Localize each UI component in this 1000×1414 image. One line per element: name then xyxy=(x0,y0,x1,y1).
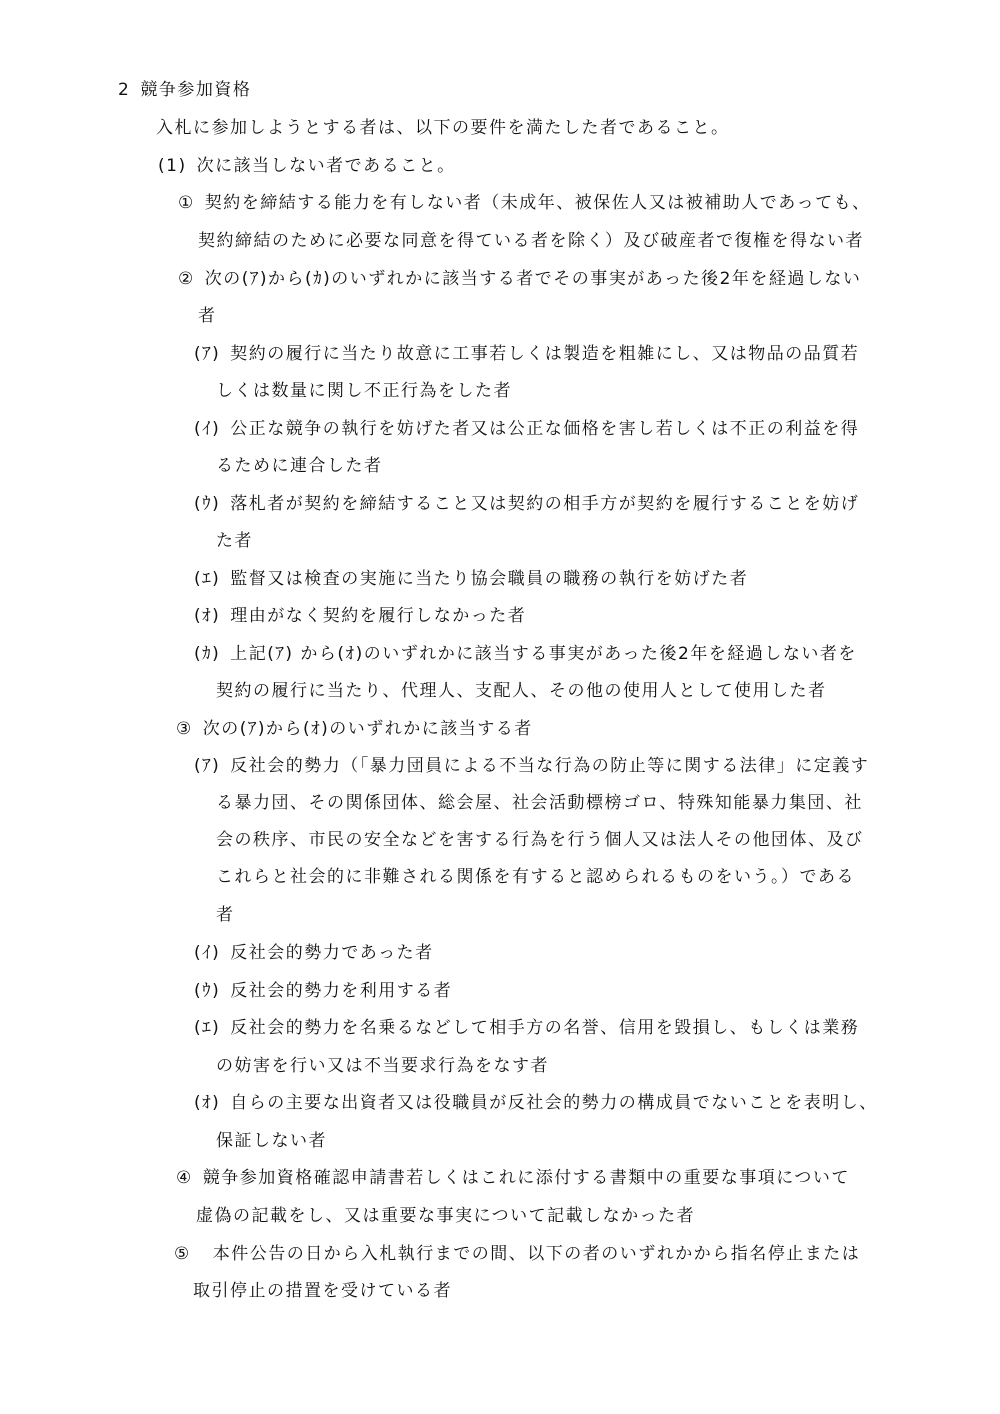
sub-marker: (ｵ) xyxy=(194,1093,221,1113)
clause-5-marker: ⑤ xyxy=(174,1244,191,1264)
section-title: 競争参加資格 xyxy=(140,80,252,100)
sub-marker: (ｴ) xyxy=(194,569,221,589)
sub-text: 反社会的勢力（「暴力団員による不当な行為の防止等に関する法律」に定義す xyxy=(230,756,870,776)
clause-5-line1: 本件公告の日から入札執行までの間、以下の者のいずれかから指名停止または xyxy=(212,1244,861,1264)
clause-3-marker: ③ xyxy=(176,719,193,739)
sub-text: 反社会的勢力であった者 xyxy=(230,943,434,963)
clause-4-line1: 競争参加資格確認申請書若しくはこれに添付する書類中の重要な事項について xyxy=(202,1168,850,1188)
sub-text: 契約の履行に当たり故意に工事若しくは製造を粗雑にし、又は物品の品質若 xyxy=(230,344,860,364)
sub-text: 公正な競争の執行を妨げた者又は公正な価格を害し若しくは不正の利益を得 xyxy=(230,419,860,439)
section-number: 2 xyxy=(118,80,131,100)
sub-text: 上記(ｱ) から(ｵ)のいずれかに該当する事実があった後2年を経過しない者を xyxy=(230,644,857,664)
clause-3-sub-e xyxy=(194,1017,859,1039)
sub-marker: (ｱ) xyxy=(194,344,221,364)
clause-1 xyxy=(178,192,871,214)
clause-2-sub-a xyxy=(194,343,859,365)
sub-text: 反社会的勢力を利用する者 xyxy=(230,981,453,1001)
clause-3-sub-a-line5: 者 xyxy=(216,905,235,925)
clause-3 xyxy=(176,718,533,740)
clause-3-sub-u xyxy=(194,980,452,1002)
sub-marker: (ｶ) xyxy=(194,644,221,664)
clause-1-line1: 契約を締結する能力を有しない者（未成年、被保佐人又は被補助人であっても、 xyxy=(204,193,871,213)
clause-1-line2: 契約締結のために必要な同意を得ている者を除く）及び破産者で復権を得ない者 xyxy=(198,231,864,251)
section-heading xyxy=(118,79,251,101)
clause-2-sub-o xyxy=(194,605,526,627)
clause-3-sub-a-line2: る暴力団、その関係団体、総会屋、社会活動標榜ゴロ、特殊知能暴力集団、社 xyxy=(216,793,863,813)
clause-2-marker: ② xyxy=(178,269,195,289)
sub-marker: (ｱ) xyxy=(194,756,221,776)
clause-2 xyxy=(178,268,861,290)
clause-2-sub-i-line2: るために連合した者 xyxy=(216,456,383,476)
clause-3-sub-a xyxy=(194,755,869,777)
clause-2-sub-e xyxy=(194,568,748,590)
sub-text: 自らの主要な出資者又は役職員が反社会的勢力の構成員でないことを表明し、 xyxy=(230,1093,878,1113)
sub-marker: (ｲ) xyxy=(194,943,221,963)
item-1-marker: (1) xyxy=(158,156,187,176)
clause-1-marker: ① xyxy=(178,193,195,213)
clause-3-sub-a-line3: 会の秩序、市民の安全などを害する行為を行う個人又は法人その他団体、及び xyxy=(216,830,864,850)
sub-text: 理由がなく契約を履行しなかった者 xyxy=(230,606,527,626)
clause-3-sub-e-line2: の妨害を行い又は不当要求行為をなす者 xyxy=(216,1056,549,1076)
clause-3-line1: 次の(ｱ)から(ｵ)のいずれかに該当する者 xyxy=(202,719,533,739)
clause-4-marker: ④ xyxy=(176,1168,193,1188)
clause-2-line1: 次の(ｱ)から(ｶ)のいずれかに該当する者でその事実があった後2年を経過しない xyxy=(204,269,862,289)
sub-text: 落札者が契約を締結すること又は契約の相手方が契約を履行することを妨げ xyxy=(230,494,860,514)
clause-4 xyxy=(176,1167,850,1189)
clause-3-sub-o-line2: 保証しない者 xyxy=(216,1131,327,1151)
clause-2-line2: 者 xyxy=(198,306,217,326)
clause-5 xyxy=(174,1243,860,1265)
sub-marker: (ｴ) xyxy=(194,1018,221,1038)
item-1 xyxy=(158,155,456,177)
clause-5-line2: 取引停止の措置を受けている者 xyxy=(193,1281,452,1301)
clause-4-line2: 虚偽の記載をし、又は重要な事実について記載しなかった者 xyxy=(196,1206,696,1226)
clause-2-sub-u xyxy=(194,493,859,515)
item-1-text: 次に該当しない者であること。 xyxy=(196,156,456,176)
clause-3-sub-o xyxy=(194,1092,878,1114)
clause-2-sub-u-line2: た者 xyxy=(216,531,253,551)
clause-2-sub-ka xyxy=(194,643,857,665)
sub-marker: (ｵ) xyxy=(194,606,221,626)
sub-text: 反社会的勢力を名乗るなどして相手方の名誉、信用を毀損し、もしくは業務 xyxy=(230,1018,860,1038)
clause-3-sub-i xyxy=(194,942,434,964)
sub-marker: (ｲ) xyxy=(194,419,221,439)
sub-marker: (ｳ) xyxy=(194,981,221,1001)
clause-2-sub-i xyxy=(194,418,859,440)
section-intro: 入札に参加しようとする者は、以下の要件を満たした者であること。 xyxy=(156,118,730,138)
clause-3-sub-a-line4: これらと社会的に非難される関係を有すると認められるものをいう。）である xyxy=(216,867,855,887)
clause-2-sub-ka-line2: 契約の履行に当たり、代理人、支配人、その他の使用人として使用した者 xyxy=(216,681,827,701)
sub-marker: (ｳ) xyxy=(194,494,221,514)
clause-2-sub-a-line2: しくは数量に関し不正行為をした者 xyxy=(216,381,512,401)
sub-text: 監督又は検査の実施に当たり協会職員の職務の執行を妨げた者 xyxy=(230,569,749,589)
